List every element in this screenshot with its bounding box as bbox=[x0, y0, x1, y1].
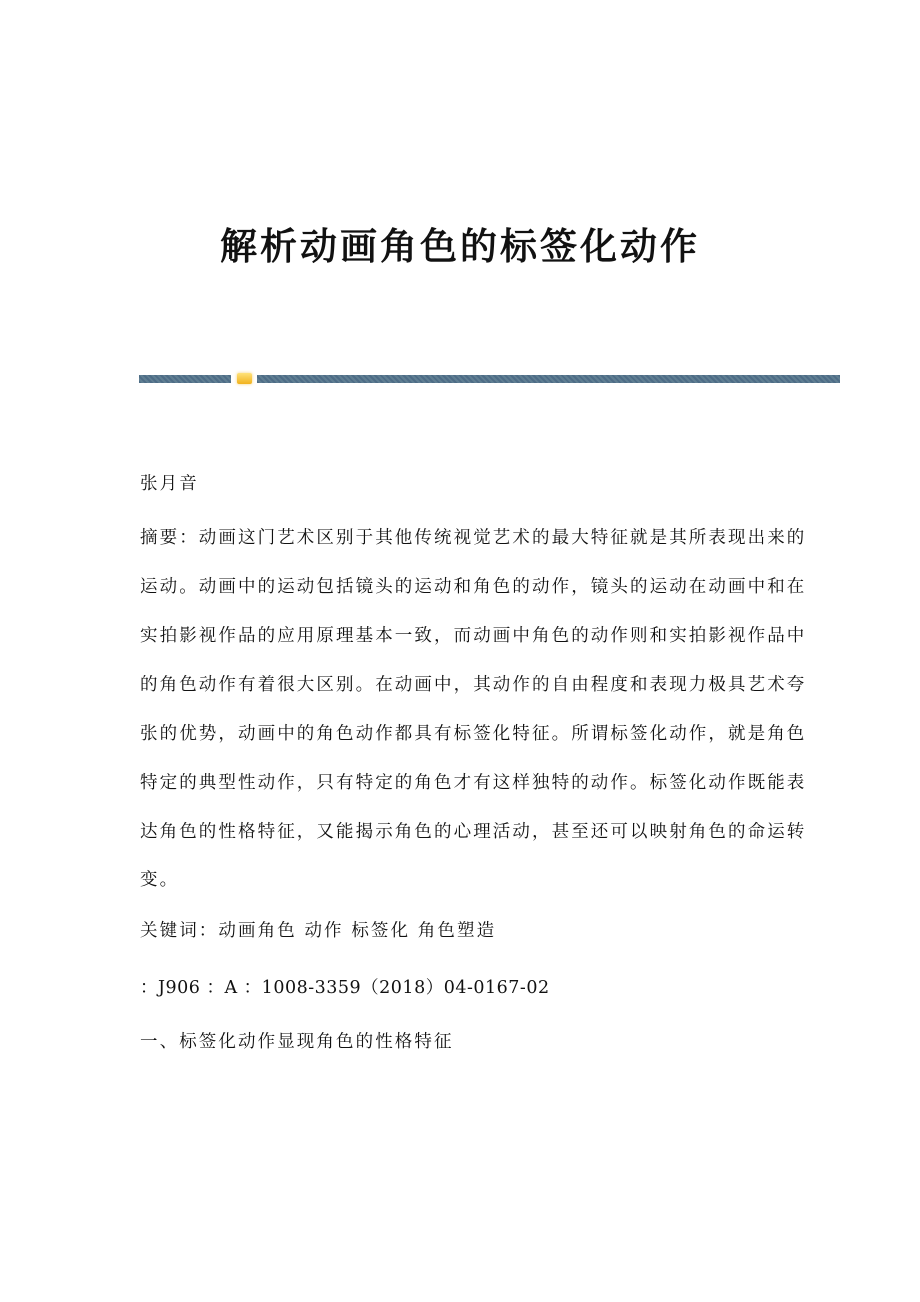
abstract-line: 特定的典型性动作，只有特定的角色才有这样独特的动作。标签化动作既能表 bbox=[140, 773, 807, 793]
abstract-line: 运动。动画中的运动包括镜头的运动和角色的动作，镜头的运动在动画中和在 bbox=[140, 577, 807, 597]
abstract-line: 的角色动作有着很大区别。在动画中，其动作的自由程度和表现力极具艺术夸 bbox=[140, 675, 807, 695]
abstract-line: 实拍影视作品的应用原理基本一致，而动画中角色的动作则和实拍影视作品中 bbox=[140, 626, 807, 646]
abstract-line: 变。 bbox=[140, 870, 180, 890]
divider-bar-right bbox=[257, 375, 840, 383]
abstract-line: 张的优势，动画中的角色动作都具有标签化特征。所谓标签化动作，就是角色 bbox=[140, 724, 807, 744]
document-title: 解析动画角色的标签化动作 bbox=[220, 225, 700, 268]
divider-bar-left bbox=[139, 375, 231, 383]
abstract-line: 摘要：动画这门艺术区别于其他传统视觉艺术的最大特征就是其所表现出来的 bbox=[140, 528, 807, 548]
abstract-line: 达角色的性格特征，又能揭示角色的心理活动，甚至还可以映射角色的命运转 bbox=[140, 822, 807, 842]
author: 张月音 bbox=[140, 474, 199, 494]
divider-ornament-icon bbox=[237, 373, 252, 384]
keywords: 关键词：动画角色 动作 标签化 角色塑造 bbox=[140, 921, 497, 941]
section-heading: 一、标签化动作显现角色的性格特征 bbox=[140, 1032, 454, 1052]
classification-codes: ：J906 ：A ：1008-3359（2018）04-0167-02 bbox=[140, 978, 550, 998]
